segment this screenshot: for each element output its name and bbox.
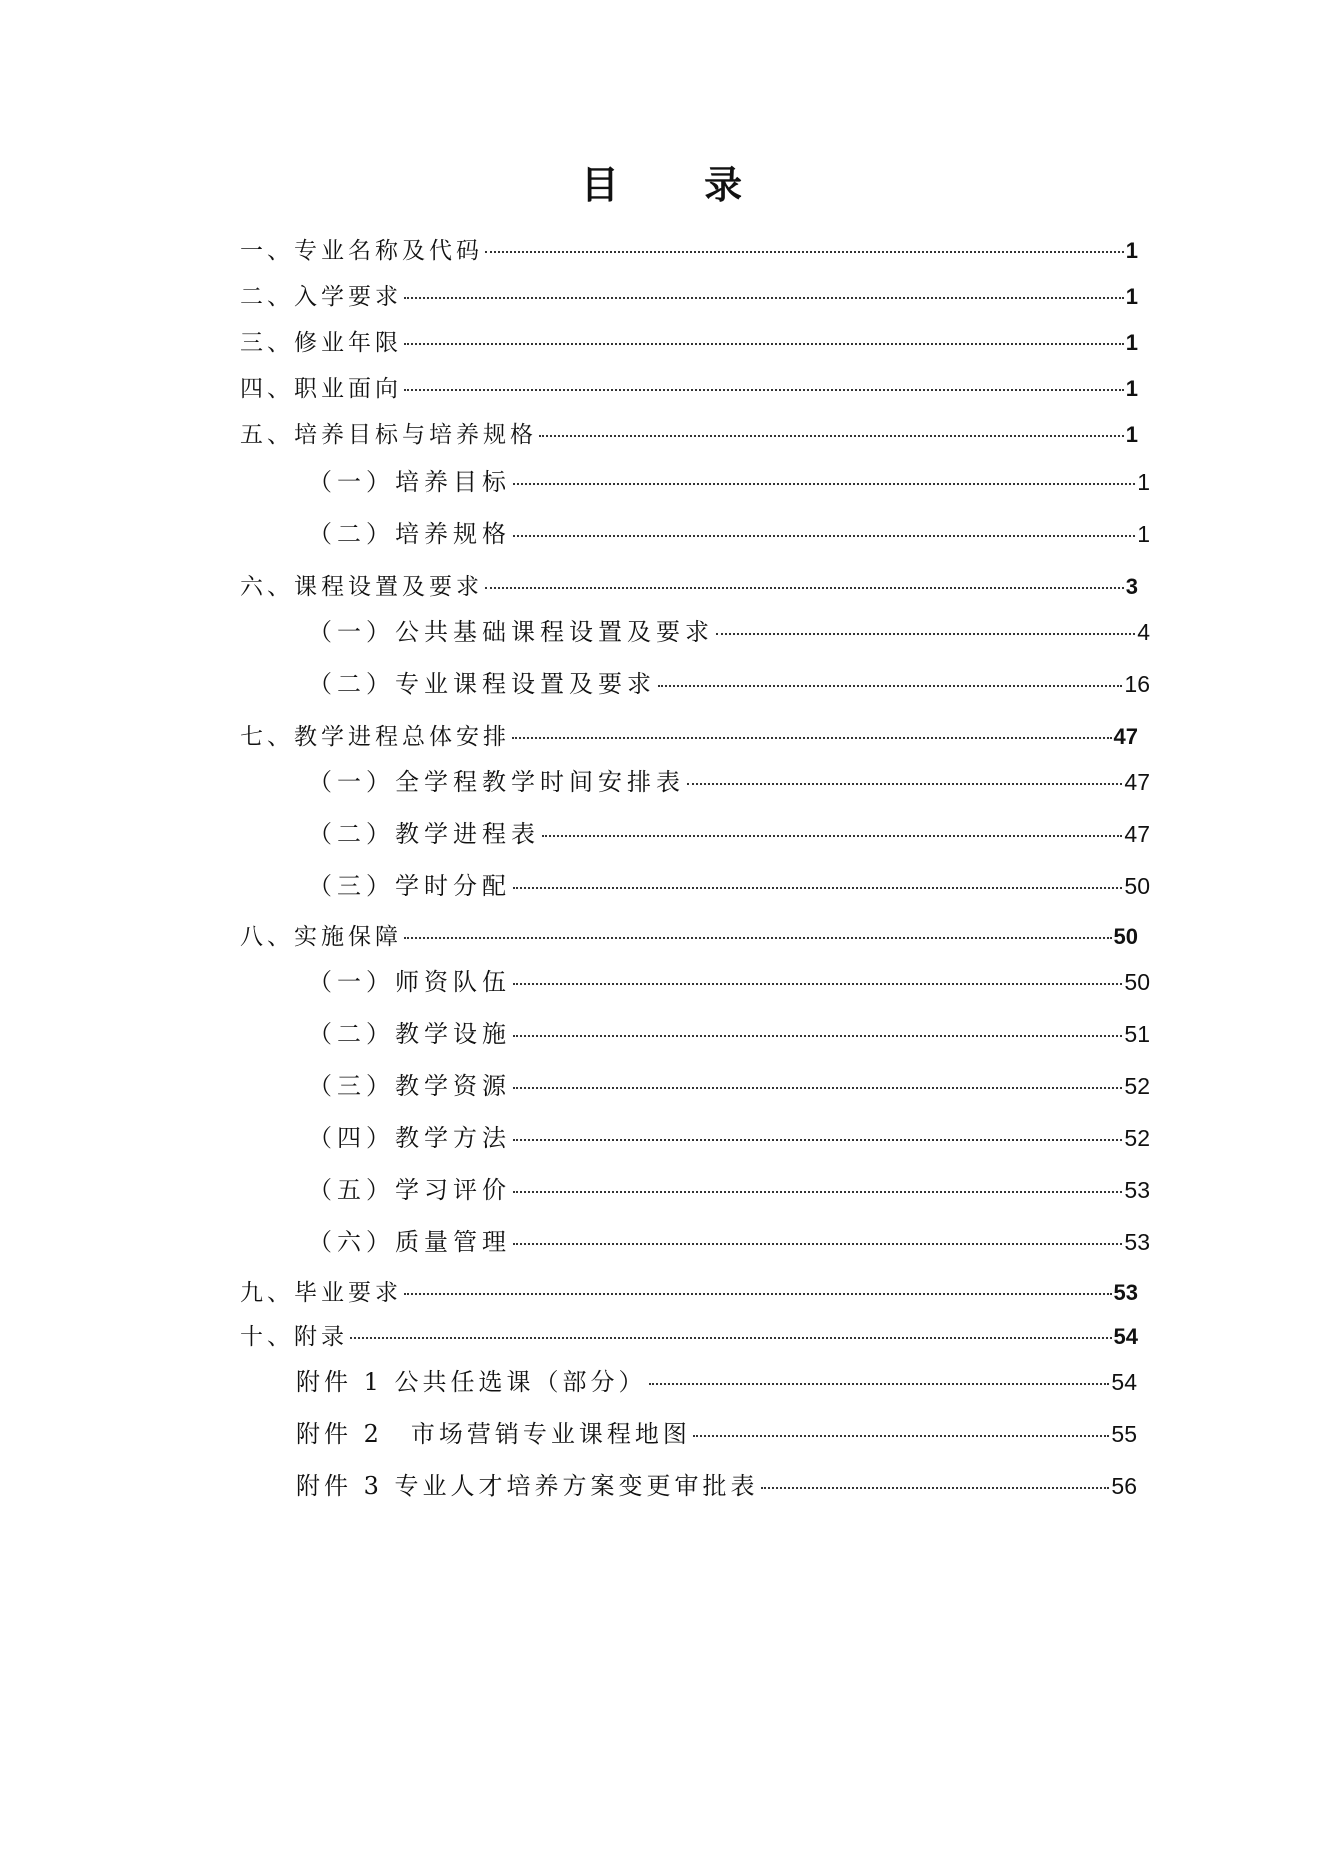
- toc-dot-leader: [404, 343, 1124, 345]
- toc-page-number: 54: [1111, 1369, 1137, 1395]
- toc-entry-label: 九、毕业要求: [240, 1280, 402, 1306]
- toc-page-number: 51: [1124, 1021, 1150, 1047]
- toc-page-number: 50: [1124, 873, 1150, 899]
- toc-page-number: 50: [1113, 924, 1138, 949]
- toc-page-number: 56: [1111, 1473, 1137, 1499]
- toc-page-number: 53: [1124, 1177, 1150, 1203]
- toc-entry-label: 二、入学要求: [240, 284, 402, 310]
- toc-entry[interactable]: [308, 1118, 1150, 1153]
- toc-entry-label: （三）教学资源: [308, 1072, 511, 1100]
- toc-entry[interactable]: [308, 1066, 1150, 1101]
- toc-entry[interactable]: [308, 664, 1150, 699]
- toc-page-number: 53: [1124, 1229, 1150, 1255]
- toc-page-number: 16: [1124, 671, 1150, 697]
- toc-dot-leader: [539, 435, 1124, 437]
- toc-page-number: 52: [1124, 1073, 1150, 1099]
- toc-entry[interactable]: [240, 232, 1138, 265]
- toc-entry[interactable]: [240, 718, 1138, 751]
- toc-page-number: 55: [1111, 1421, 1137, 1447]
- toc-dot-leader: [687, 783, 1122, 785]
- toc-entry-label: 七、教学进程总体安排: [240, 724, 510, 750]
- toc-entry-label: （一）公共基础课程设置及要求: [308, 618, 714, 646]
- toc-dot-leader: [649, 1383, 1110, 1385]
- toc-page-number: 47: [1124, 821, 1150, 847]
- toc-entry-label: 附件 3 专业人才培养方案变更审批表: [296, 1472, 759, 1500]
- toc-entry[interactable]: [308, 814, 1150, 849]
- toc-dot-leader: [485, 251, 1124, 253]
- toc-dot-leader: [513, 1087, 1122, 1089]
- toc-entry-label: （二）培养规格: [308, 520, 511, 548]
- toc-page-number: 1: [1125, 422, 1138, 447]
- toc-entry-label: 一、专业名称及代码: [240, 238, 483, 264]
- toc-entry[interactable]: [308, 514, 1150, 549]
- toc-entry-label: （六）质量管理: [308, 1228, 511, 1256]
- toc-page-number: 1: [1125, 238, 1138, 263]
- toc-entry-label: （二）教学进程表: [308, 820, 540, 848]
- toc-dot-leader: [693, 1435, 1110, 1437]
- toc-page-number: 47: [1124, 769, 1150, 795]
- toc-dot-leader: [485, 587, 1124, 589]
- toc-entry[interactable]: [240, 1318, 1138, 1351]
- toc-entry-label: 六、课程设置及要求: [240, 574, 483, 600]
- toc-entry[interactable]: [308, 462, 1150, 497]
- toc-page-number: 47: [1113, 724, 1138, 749]
- toc-entry[interactable]: [240, 918, 1138, 951]
- toc-dot-leader: [404, 937, 1112, 939]
- toc-page-number: 1: [1125, 376, 1138, 401]
- toc-entry-label: （二）专业课程设置及要求: [308, 670, 656, 698]
- toc-entry[interactable]: [296, 1414, 1137, 1449]
- toc-dot-leader: [404, 389, 1124, 391]
- toc-entry-label: （五）学习评价: [308, 1176, 511, 1204]
- toc-entry-label: 附件 1 公共任选课（部分）: [296, 1368, 647, 1396]
- toc-entry[interactable]: [240, 278, 1138, 311]
- toc-dot-leader: [512, 737, 1112, 739]
- toc-dot-leader: [513, 535, 1135, 537]
- toc-title: 目 录: [580, 163, 779, 207]
- toc-dot-leader: [404, 1293, 1112, 1295]
- toc-page-number: 50: [1124, 969, 1150, 995]
- toc-entry-label: 八、实施保障: [240, 924, 402, 950]
- toc-entry[interactable]: [240, 568, 1138, 601]
- toc-entry[interactable]: [308, 612, 1150, 647]
- toc-page-number: 4: [1137, 619, 1150, 645]
- toc-dot-leader: [350, 1337, 1112, 1339]
- toc-entry[interactable]: [240, 370, 1138, 403]
- toc-dot-leader: [513, 483, 1135, 485]
- toc-entry-label: （三）学时分配: [308, 872, 511, 900]
- toc-dot-leader: [513, 887, 1122, 889]
- toc-entry[interactable]: [308, 866, 1150, 901]
- toc-entry[interactable]: [308, 1014, 1150, 1049]
- toc-dot-leader: [761, 1487, 1110, 1489]
- toc-dot-leader: [513, 1139, 1122, 1141]
- toc-entry-label: 三、修业年限: [240, 330, 402, 356]
- toc-dot-leader: [513, 1191, 1122, 1193]
- toc-entry[interactable]: [308, 962, 1150, 997]
- toc-entry[interactable]: [296, 1362, 1137, 1397]
- toc-entry-label: （一）师资队伍: [308, 968, 511, 996]
- toc-entry[interactable]: [240, 1274, 1138, 1307]
- toc-page-number: 53: [1113, 1280, 1138, 1305]
- toc-dot-leader: [513, 983, 1122, 985]
- toc-entry[interactable]: [308, 1170, 1150, 1205]
- toc-dot-leader: [658, 685, 1122, 687]
- toc-entry-label: （四）教学方法: [308, 1124, 511, 1152]
- toc-entry-label: （二）教学设施: [308, 1020, 511, 1048]
- toc-entry-label: 十、附录: [240, 1324, 348, 1350]
- toc-entry-label: 五、培养目标与培养规格: [240, 422, 537, 448]
- toc-page-number: 1: [1137, 521, 1150, 547]
- toc-entry-label: （一）全学程教学时间安排表: [308, 768, 685, 796]
- toc-page-number: 1: [1125, 284, 1138, 309]
- toc-page-number: 3: [1125, 574, 1138, 599]
- toc-entry[interactable]: [308, 762, 1150, 797]
- toc-dot-leader: [716, 633, 1135, 635]
- toc-dot-leader: [513, 1035, 1122, 1037]
- toc-entry[interactable]: [240, 324, 1138, 357]
- toc-entry[interactable]: [308, 1222, 1150, 1257]
- toc-entry-label: 附件 2 市场营销专业课程地图: [296, 1420, 691, 1448]
- toc-page-number: 54: [1113, 1324, 1138, 1349]
- toc-dot-leader: [404, 297, 1124, 299]
- toc-page-number: 1: [1137, 469, 1150, 495]
- toc-entry-label: 四、职业面向: [240, 376, 402, 402]
- toc-dot-leader: [542, 835, 1122, 837]
- toc-entry[interactable]: [296, 1466, 1137, 1501]
- toc-page-number: 1: [1125, 330, 1138, 355]
- toc-page-number: 52: [1124, 1125, 1150, 1151]
- toc-entry[interactable]: [240, 416, 1138, 449]
- toc-dot-leader: [513, 1243, 1122, 1245]
- toc-entry-label: （一）培养目标: [308, 468, 511, 496]
